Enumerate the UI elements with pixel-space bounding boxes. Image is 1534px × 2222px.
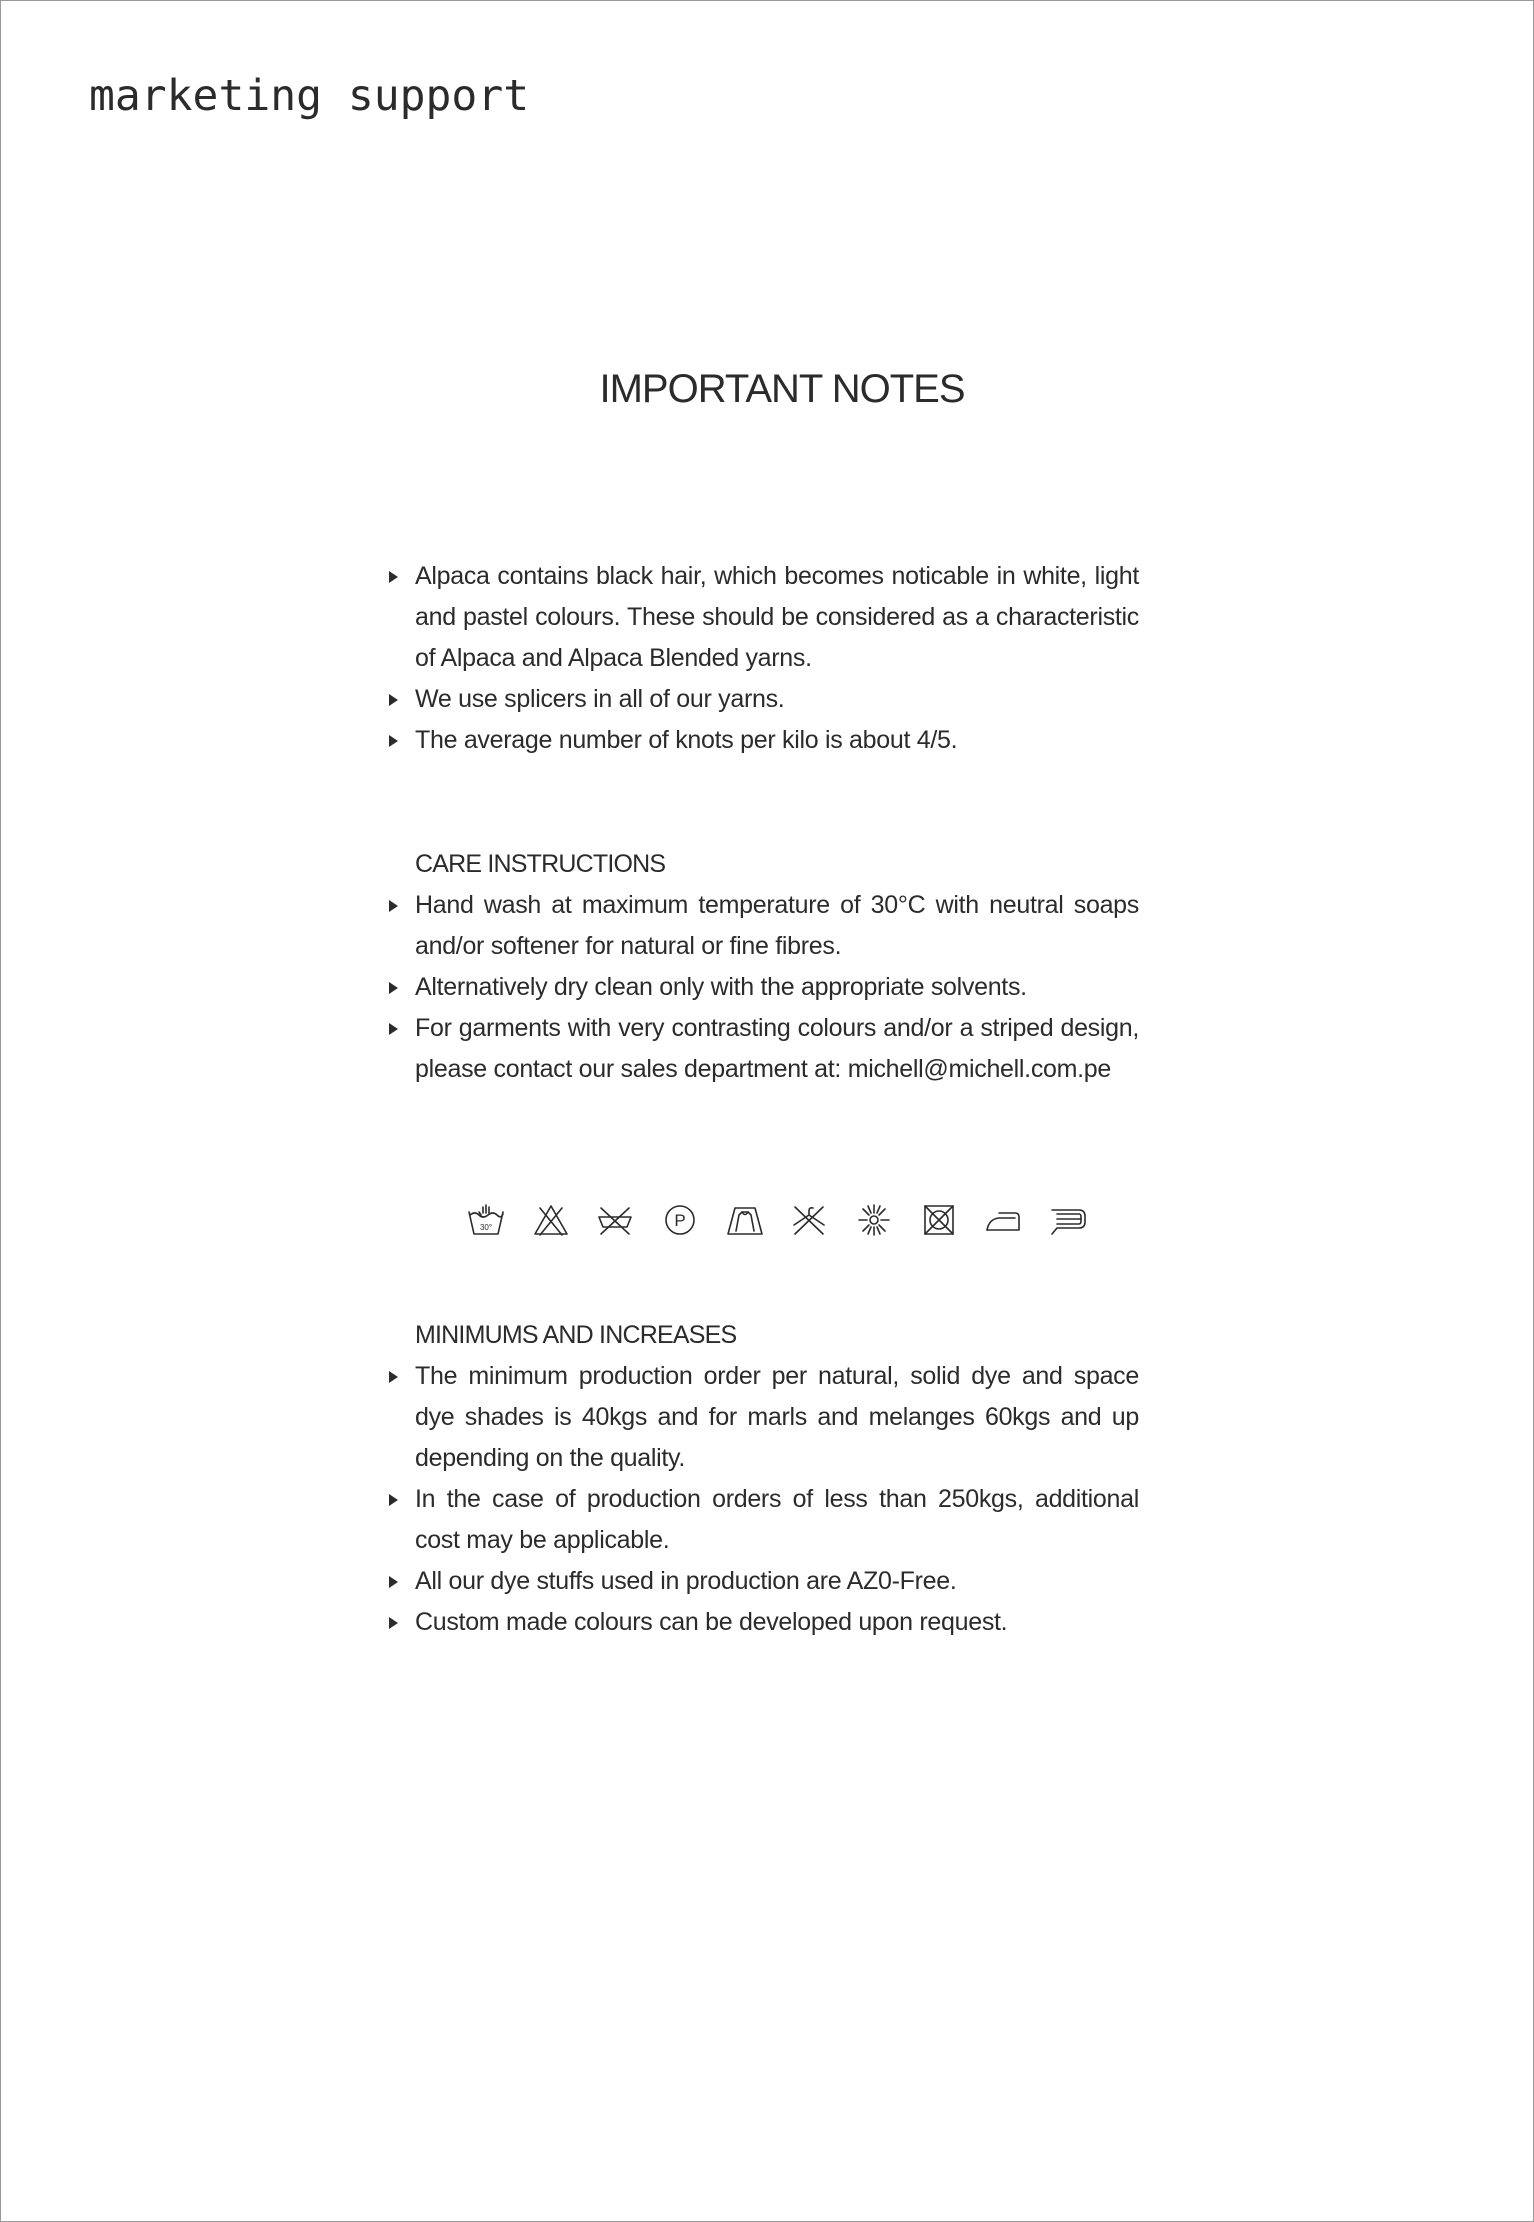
minimums-heading: MINIMUMS AND INCREASES <box>415 1321 737 1349</box>
minimums-list <box>389 1356 1139 1643</box>
list-item <box>389 1479 1139 1561</box>
bullet-arrow-icon <box>389 1023 398 1035</box>
bullet-arrow-icon <box>389 982 398 994</box>
list-item-text: The minimum production order per natural, solid dye and space dye shades is 40kgs and for marls and melanges 60kgs and up depending on the quality. <box>415 1362 1139 1472</box>
list-item-text: In the case of production orders of less than 250kgs, additional cost may be applicable. <box>415 1485 1139 1554</box>
header-label: marketing support <box>89 71 530 121</box>
bullet-arrow-icon <box>389 1576 398 1588</box>
no-bleach-icon <box>532 1203 570 1237</box>
iron-icon <box>984 1203 1022 1237</box>
list-item <box>389 1561 1139 1602</box>
no-chlorine-icon <box>596 1203 634 1237</box>
list-item-text: Alternatively dry clean only with the appropriate solvents. <box>415 973 1027 1001</box>
care-list <box>389 885 1139 1090</box>
notes-section <box>389 556 1139 761</box>
no-hang-dry-icon <box>790 1203 828 1237</box>
list-item-text: For garments with very contrasting colours and/or a striped design, please contact our sales department at: michell@michell.com.pe <box>415 1014 1139 1083</box>
list-item-text: Alpaca contains black hair, which becomes noticable in white, light and pastel colours. These should be considered as a characteristic of Alpaca and Alpaca Blended yarns. <box>415 562 1139 672</box>
page-title: IMPORTANT NOTES <box>599 367 965 411</box>
bullet-arrow-icon <box>389 694 398 706</box>
press-icon <box>1049 1203 1087 1237</box>
bullet-arrow-icon <box>389 900 398 912</box>
garment-icon <box>726 1203 764 1237</box>
bullet-arrow-icon <box>389 1494 398 1506</box>
list-item <box>389 967 1139 1008</box>
bullet-arrow-icon <box>389 735 398 747</box>
wash-temp-label: 30° <box>479 1223 493 1232</box>
dry-clean-icon <box>661 1203 699 1237</box>
minimums-section <box>389 1315 1139 1643</box>
list-item <box>389 1008 1139 1090</box>
bullet-arrow-icon <box>389 1617 398 1629</box>
list-item-text: Hand wash at maximum temperature of 30°C with neutral soaps and/or softener for natural or fine fibres. <box>415 891 1139 960</box>
list-item <box>389 885 1139 967</box>
notes-list <box>389 556 1139 761</box>
list-item <box>389 1356 1139 1479</box>
bullet-arrow-icon <box>389 1371 398 1383</box>
list-item-text: We use splicers in all of our yarns. <box>415 685 785 713</box>
list-item-text: The average number of knots per kilo is about 4/5. <box>415 726 958 754</box>
list-item-text: Custom made colours can be developed upon request. <box>415 1608 1008 1636</box>
list-item-text: All our dye stuffs used in production are AZ0-Free. <box>415 1567 957 1595</box>
list-item <box>389 1602 1139 1643</box>
sun-icon <box>855 1203 893 1237</box>
care-heading: CARE INSTRUCTIONS <box>415 850 666 878</box>
bullet-arrow-icon <box>389 571 398 583</box>
list-item <box>389 720 1139 761</box>
no-tumble-dry-icon <box>920 1203 958 1237</box>
list-item <box>389 679 1139 720</box>
care-section <box>389 844 1139 1090</box>
dry-clean-letter: P <box>674 1211 686 1230</box>
hand-wash-icon <box>467 1203 505 1237</box>
list-item <box>389 556 1139 679</box>
care-symbols-row <box>467 1202 1087 1238</box>
